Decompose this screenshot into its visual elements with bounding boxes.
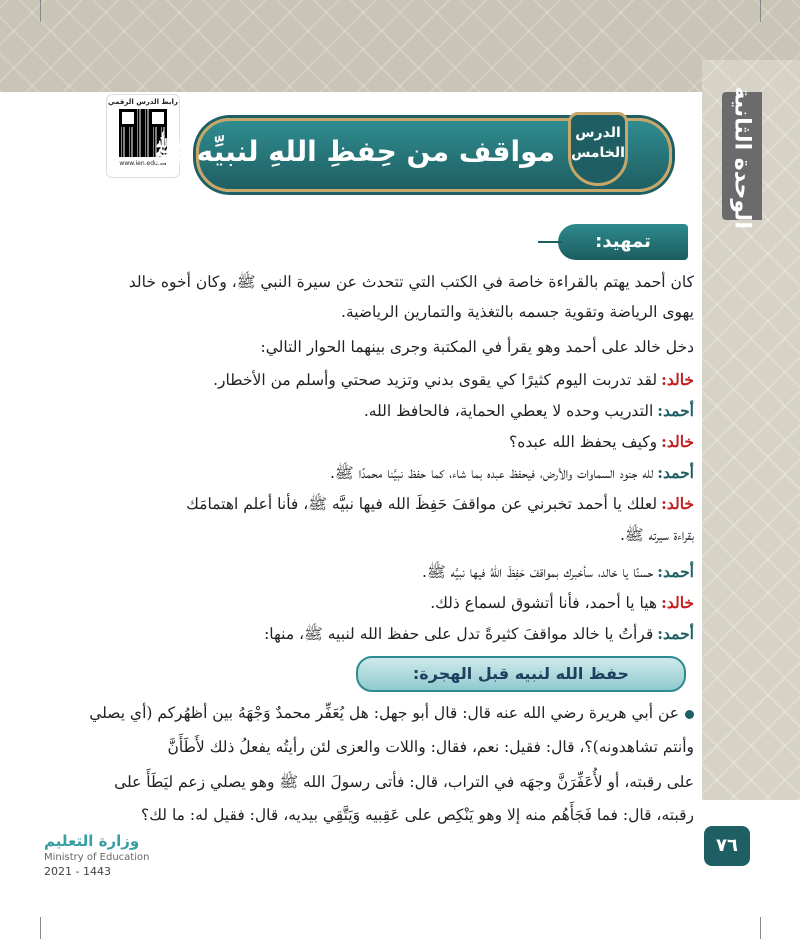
- crop-mark: [40, 917, 41, 939]
- dialogue-line: [186, 494, 694, 517]
- ministry-name-ar: وزارة التعليم: [44, 832, 140, 850]
- lesson-badge-line2: الخامس: [571, 145, 625, 161]
- edition-year: 2021 - 1443: [44, 865, 111, 878]
- dialogue-text: قرأتُ يا خالد مواقفَ كثيرةً تدل على حفظ الله لنبيه ﷺ، منها:: [264, 625, 654, 643]
- speaker-khaled: خالد:: [661, 370, 694, 389]
- bullet-icon: [685, 710, 694, 719]
- hadith-line: رقبته، قال: فما فَجَأَهُم منه إلا وهو يَنْكِص على عَقِبيه وَيَتَّقِي بيديه، قال: فقيل له: ما لك؟: [141, 806, 694, 824]
- dialogue-line: [264, 624, 694, 647]
- decorative-header-band: [0, 0, 800, 92]
- dialogue-text: لله جنود السماوات والأرض، فيحفظ عبده بما شاء، كما حفظ نبيَّنا محمدًا ﷺ.: [330, 464, 654, 482]
- dialogue-line: [620, 525, 694, 548]
- dialogue-line: [213, 370, 694, 389]
- speaker-ahmad: أحمد:: [657, 463, 694, 482]
- ministry-logo: [44, 832, 184, 878]
- unit-label: الوحدة الثانية: [729, 86, 755, 229]
- qr-url: www.ien.edu.sa: [119, 160, 167, 167]
- speaker-ahmad: أحمد:: [657, 562, 694, 581]
- intro-line-2: يهوى الرياضة وتقوية جسمه بالتغذية والتمارين الرياضية.: [340, 303, 694, 321]
- dialogue-text: التدريب وحده لا يعطي الحماية، فالحافظ الله.: [363, 402, 654, 420]
- dialogue-line: [364, 401, 694, 420]
- section-heading: حفظ الله لنبيه قبل الهجرة:: [356, 656, 686, 692]
- hadith-line: على رقبته، أو لأُعَفِّرَنَّ وجهَه في التراب، قال: فأتى رسولَ الله ﷺ وهو يصلي زعم ليَطَأَ على: [114, 773, 694, 791]
- dialogue-text: بقراءة سيرته ﷺ.: [619, 526, 694, 544]
- dialogue-text: وكيف يحفظ الله عبده؟: [508, 433, 658, 451]
- ministry-name-en: Ministry of Education: [44, 852, 150, 863]
- lesson-number-badge: [568, 112, 628, 186]
- speaker-khaled: خالد:: [661, 494, 694, 513]
- intro-line-3: دخل خالد على أحمد وهو يقرأ في المكتبة وجرى بينهما الحوار التالي:: [260, 338, 694, 356]
- speaker-khaled: خالد:: [661, 432, 694, 451]
- lesson-title: مواقف من حِفظِ اللهِ لنبيِّه ﷺ: [153, 135, 555, 168]
- hadith-line: وأنتم تشاهدونه)؟، قال: فقيل: نعم، فقال: واللات والعزى لئن رأيتُه يفعلُ ذلك لأَطَأَنَّ: [167, 738, 694, 756]
- unit-tab: [722, 86, 762, 229]
- crop-mark: [40, 0, 41, 22]
- dialogue-text: لعلك يا أحمد تخبرني عن مواقفَ حَفِظَ الله فيها نبيَّه ﷺ، فأنا أعلم اهتمامَك: [186, 495, 658, 513]
- qr-title: رابط الدرس الرقمي: [108, 98, 178, 106]
- speaker-khaled: خالد:: [661, 593, 694, 612]
- speaker-ahmad: أحمد:: [657, 624, 694, 643]
- dialogue-text: هيا يا أحمد، فأنا أتشوق لسماع ذلك.: [430, 594, 658, 612]
- page-number: ٧٦: [704, 826, 750, 866]
- speaker-ahmad: أحمد:: [657, 401, 694, 420]
- dialogue-line: [422, 562, 694, 585]
- dialogue-line: [430, 593, 694, 612]
- intro-line-1: كان أحمد يهتم بالقراءة خاصة في الكتب التي تتحدث عن سيرة النبي ﷺ، وكان أخوه خالد: [128, 273, 694, 291]
- lesson-badge-line1: الدرس: [575, 125, 621, 141]
- dialogue-text: حسنًا يا خالد، سأخبرك بمواقفَ حَفِظَ اللهُ فيها نبيَّه ﷺ.: [422, 563, 654, 581]
- crop-mark: [760, 0, 761, 22]
- dialogue-line: [330, 463, 694, 486]
- intro-heading: تمهيد:: [558, 224, 688, 260]
- crop-mark: [760, 917, 761, 939]
- dialogue-line: [509, 432, 694, 451]
- hadith-line: [89, 704, 694, 722]
- hadith-text: عن أبي هريرة رضي الله عنه قال: قال أبو جهل: هل يُعَفِّر محمدٌ وَجْهَهُ بين أظهُركم (أي يصلي: [89, 704, 679, 722]
- dialogue-text: لقد تدربت اليوم كثيرًا كي يقوى بدني وتزيد صحتي وأسلم من الأخطار.: [213, 371, 658, 389]
